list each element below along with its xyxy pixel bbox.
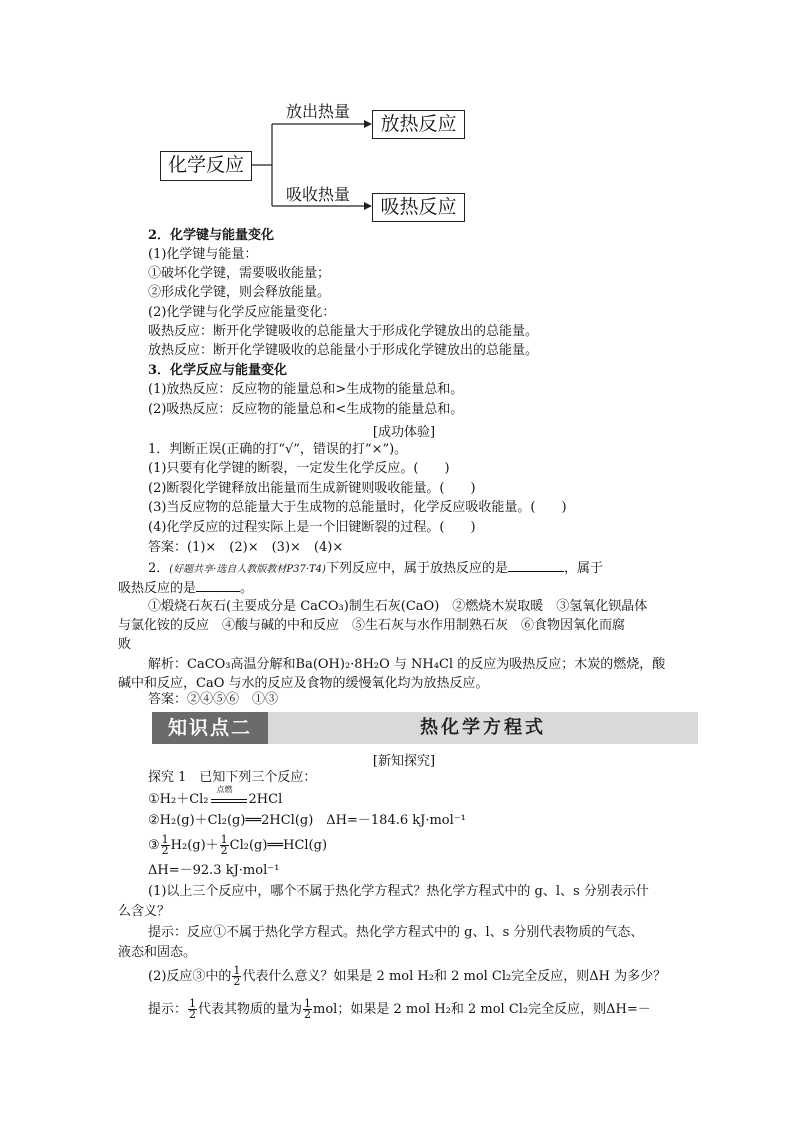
explore-1: 探究 1 已知下列三个反应： [148, 770, 317, 785]
diagram-upper-result: 放热反应 [380, 113, 457, 135]
q1-stem: 1．判断正误(正确的打“√”，错误的打“×”)。 [148, 442, 408, 457]
sec2-p1a: ①破坏化学键，需要吸收能量； [148, 266, 331, 281]
hint-1-line1: 提示：反应①不属于热化学方程式。热化学方程式中的 g、l、s 分别代表物质的气态、 [148, 925, 644, 940]
hint-1-line2: 液态和固态。 [118, 945, 197, 960]
q2-options-2: 与氯化铵的反应 ④酸与碱的中和反应 ⑤生石灰与水作用制熟石灰 ⑥食物因氧化而腐 [118, 618, 626, 633]
q2-line2 [118, 579, 253, 598]
eq3-delta-h: ΔH=－92.3 kJ·mol⁻¹ [148, 863, 280, 878]
explore-q1-line1: (1)以上三个反应中，哪个不属于热化学方程式？热化学方程式中的 g、l、s 分别表示什 [148, 884, 649, 899]
banner-label: 知识点二 [152, 712, 268, 744]
eq1-arrow [211, 785, 247, 803]
q2-end: 。 [240, 581, 254, 596]
q2-tail: ，属于 [563, 561, 603, 576]
sec3-p1: (1)放热反应：反应物的能量总和>生成物的能量总和。 [148, 382, 464, 397]
diagram-lower-box [372, 193, 465, 222]
eq3-cl2: Cl₂(g)══HCl(g) [229, 838, 328, 853]
h2-post: mol；如果是 2 mol H₂和 2 mol Cl₂完全反应，则ΔH=－ [313, 1002, 651, 1017]
hint-2 [148, 996, 651, 1024]
q2-pre: (2)反应③中的 [148, 969, 232, 984]
arrow-upper [364, 120, 372, 128]
sec2-p1b: ②形成化学键，则会释放能量。 [148, 285, 331, 300]
q1-item-2: (2)断裂化学键释放出能量而生成新键则吸收能量。( ) [148, 481, 476, 496]
explore-q2 [148, 964, 666, 990]
arrow-lower [364, 202, 372, 210]
eq3-h2: H₂(g)＋ [170, 838, 219, 853]
q1-item-3: (3)当反应物的总能量大于生成物的总能量时，化学反应吸收能量。( ) [148, 500, 567, 515]
sec2-p1: (1)化学键与能量： [148, 247, 258, 262]
explore-q1-line2: 么含义？ [118, 904, 171, 919]
sec2-heading: 2．化学键与能量变化 [148, 228, 275, 243]
equation-2: ②H₂(g)＋Cl₂(g)══2HCl(g) ΔH=－184.6 kJ·mol⁻¹ [148, 813, 466, 828]
q2-line2-text: 吸热反应的是 [118, 581, 197, 596]
newknow-title: [新知探究] [372, 754, 436, 769]
fraction-half: $\frac{1}{2}$ [161, 833, 169, 857]
q1-item-1: (1)只要有化学键的断裂，一定发生化学反应。( ) [148, 461, 450, 476]
success-title: [成功体验] [372, 425, 436, 440]
q2-post: 代表什么意义？如果是 2 mol H₂和 2 mol Cl₂完全反应，则ΔH 为多少？ [242, 969, 667, 984]
h2-pre: 提示： [148, 1002, 188, 1017]
equation-1 [148, 785, 283, 809]
q1-item-4: (4)化学反应的过程实际上是一个旧键断裂的过程。( ) [148, 520, 476, 535]
diagram-lower-result: 吸热反应 [380, 196, 457, 218]
diagram-lower-label: 吸收热量 [286, 185, 351, 204]
fraction-half: $\frac{1}{2}$ [304, 997, 312, 1021]
fraction-half: $\frac{1}{2}$ [220, 833, 228, 857]
q2-answer: 答案：②④⑤⑥ ①③ [148, 692, 279, 707]
eq3-prefix: ③ [148, 838, 160, 853]
diagram-root-text: 化学反应 [167, 154, 244, 176]
section-banner [152, 712, 698, 744]
sec3-p2: (2)吸热反应：反应物的能量总和<生成物的能量总和。 [148, 402, 464, 417]
h2-mid: 代表其物质的量为 [198, 1002, 303, 1017]
eq1-condition: 点燃 [216, 785, 233, 794]
diagram-upper-label: 放出热量 [286, 102, 351, 121]
q2-source: (好题共享·选自人教版教材P37·T4) [169, 564, 326, 575]
diagram-upper-box [372, 110, 465, 139]
sec2-p2b: 放热反应：断开化学键吸收的总能量小于形成化学键放出的总能量。 [148, 343, 539, 358]
q2-analysis-1: 解析：CaCO₃高温分解和Ba(OH)₂·8H₂O 与 NH₄Cl 的反应为吸热反应；木炭的燃烧，酸 [148, 657, 666, 672]
q2-options-1: ①煅烧石灰石(主要成分是 CaCO₃)制生石灰(CaO) ②燃烧木炭取暖 ③氢氧化钡晶体 [148, 599, 648, 614]
sec2-p2a: 吸热反应：断开化学键吸收的总能量大于形成化学键放出的总能量。 [148, 324, 539, 339]
eq1-right: 2HCl [248, 792, 283, 807]
equation-3 [148, 834, 327, 858]
fraction-half: $\frac{1}{2}$ [189, 997, 197, 1021]
sec2-p2: (2)化学键与化学反应能量变化： [148, 305, 336, 320]
q2-prefix: 2． [148, 561, 170, 576]
q2-mid: 下列反应中，属于放热反应的是 [325, 561, 508, 576]
q2-analysis-2: 碱中和反应，CaO 与水的反应及食物的缓慢氧化均为放热反应。 [118, 676, 489, 691]
q2-options-3: 败 [118, 637, 132, 652]
q2-stem [148, 559, 603, 579]
q1-answer: 答案：(1)× (2)× (3)× (4)× [148, 540, 344, 555]
fraction-half: $\frac{1}{2}$ [233, 964, 241, 988]
q2-blank-1[interactable] [508, 559, 564, 572]
q2-blank-2[interactable] [196, 579, 240, 592]
sec3-heading: 3．化学反应与能量变化 [148, 363, 288, 378]
banner-title: 热化学方程式 [420, 717, 546, 738]
eq1-left: ①H₂＋Cl₂ [148, 792, 209, 807]
